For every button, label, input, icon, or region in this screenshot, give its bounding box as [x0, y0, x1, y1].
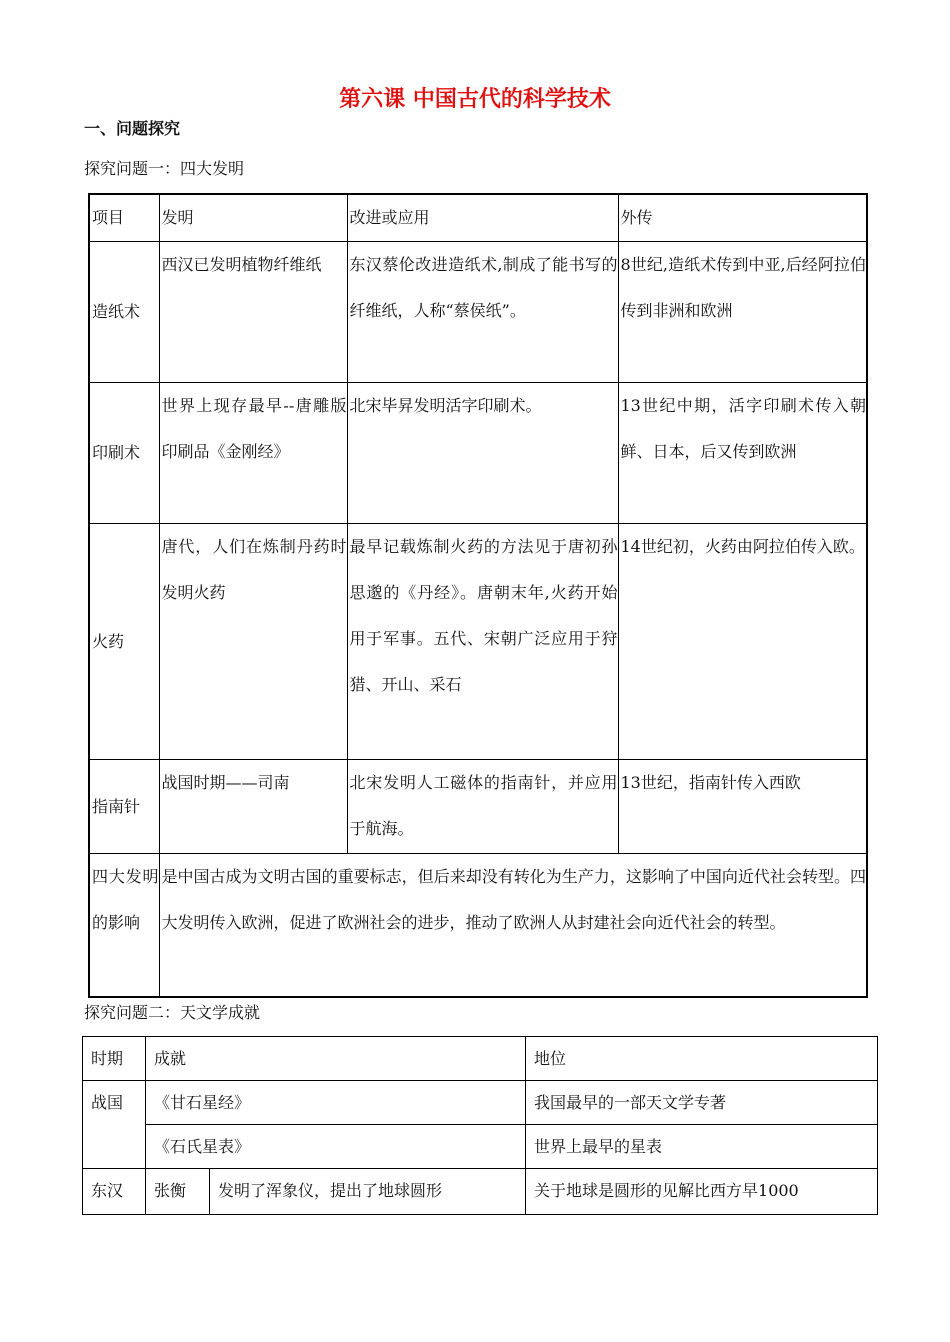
table-row: [89, 760, 867, 854]
spread-cell: 8世纪,造纸术传到中亚,后经阿拉伯传到非洲和欧洲: [618, 242, 867, 383]
table-row: [83, 1169, 878, 1215]
header-cell: 发明: [159, 194, 347, 242]
application-cell: 北宋发明人工磁体的指南针，并应用于航海。: [347, 760, 618, 854]
application-cell: 北宋毕昇发明活字印刷术。: [347, 383, 618, 524]
application-cell: 最早记载炼制火药的方法见于唐初孙思邈的《丹经》。唐朝末年,火药开始用于军事。五代、宋朝广泛应用于狩猎、开山、采石: [347, 524, 618, 760]
status-cell: 我国最早的一部天文学专著: [526, 1081, 878, 1125]
header-cell: 改进或应用: [347, 194, 618, 242]
item-cell: 指南针: [89, 760, 159, 854]
achievement-cell: 发明了浑象仪，提出了地球圆形: [210, 1169, 526, 1215]
question-2-heading: 探究问题二：天文学成就: [84, 1003, 261, 1022]
invention-cell: 唐代，人们在炼制丹药时发明火药: [159, 524, 347, 760]
table-row: [89, 383, 867, 524]
period-cell: 东汉: [83, 1169, 146, 1215]
table-row: [89, 242, 867, 383]
section-heading: 一、问题探究: [84, 119, 181, 138]
table-row: [89, 524, 867, 760]
achievement-cell: 《石氏星表》: [146, 1125, 526, 1169]
impact-text-cell: 是中国古成为文明古国的重要标志，但后来却没有转化为生产力，这影响了中国向近代社会转型。四大发明传入欧洲，促进了欧洲社会的进步，推动了欧洲人从封建社会向近代社会的转型。: [159, 854, 867, 997]
item-cell: 印刷术: [89, 383, 159, 524]
header-cell: 地位: [526, 1037, 878, 1081]
table-row: [83, 1125, 878, 1169]
table-header-row: [89, 194, 867, 242]
person-cell: 张衡: [146, 1169, 210, 1215]
four-inventions-table: [88, 193, 868, 998]
impact-row: [89, 854, 867, 997]
application-cell: 东汉蔡伦改进造纸术,制成了能书写的纤维纸，人称“蔡侯纸”。: [347, 242, 618, 383]
item-cell: 造纸术: [89, 242, 159, 383]
achievement-cell: 《甘石星经》: [146, 1081, 526, 1125]
spread-cell: 13世纪，指南针传入西欧: [618, 760, 867, 854]
header-cell: 成就: [146, 1037, 526, 1081]
spread-cell: 13世纪中期，活字印刷术传入朝鲜、日本，后又传到欧洲: [618, 383, 867, 524]
invention-cell: 战国时期——司南: [159, 760, 347, 854]
status-cell: 关于地球是圆形的见解比西方早1000: [526, 1169, 878, 1215]
status-cell: 世界上最早的星表: [526, 1125, 878, 1169]
invention-cell: 西汉已发明植物纤维纸: [159, 242, 347, 383]
table-row: [83, 1081, 878, 1125]
header-cell: 项目: [89, 194, 159, 242]
invention-cell: 世界上现存最早--唐雕版印刷品《金刚经》: [159, 383, 347, 524]
page-title: 第六课 中国古代的科学技术: [339, 87, 611, 112]
astronomy-table: [82, 1036, 878, 1215]
header-cell: 时期: [83, 1037, 146, 1081]
table-header-row: [83, 1037, 878, 1081]
question-1-heading: 探究问题一：四大发明: [84, 159, 245, 178]
impact-label-cell: 四大发明的影响: [89, 854, 159, 997]
item-cell: 火药: [89, 524, 159, 760]
header-cell: 外传: [618, 194, 867, 242]
spread-cell: 14世纪初，火药由阿拉伯传入欧。: [618, 524, 867, 760]
period-cell: 战国: [83, 1081, 146, 1169]
